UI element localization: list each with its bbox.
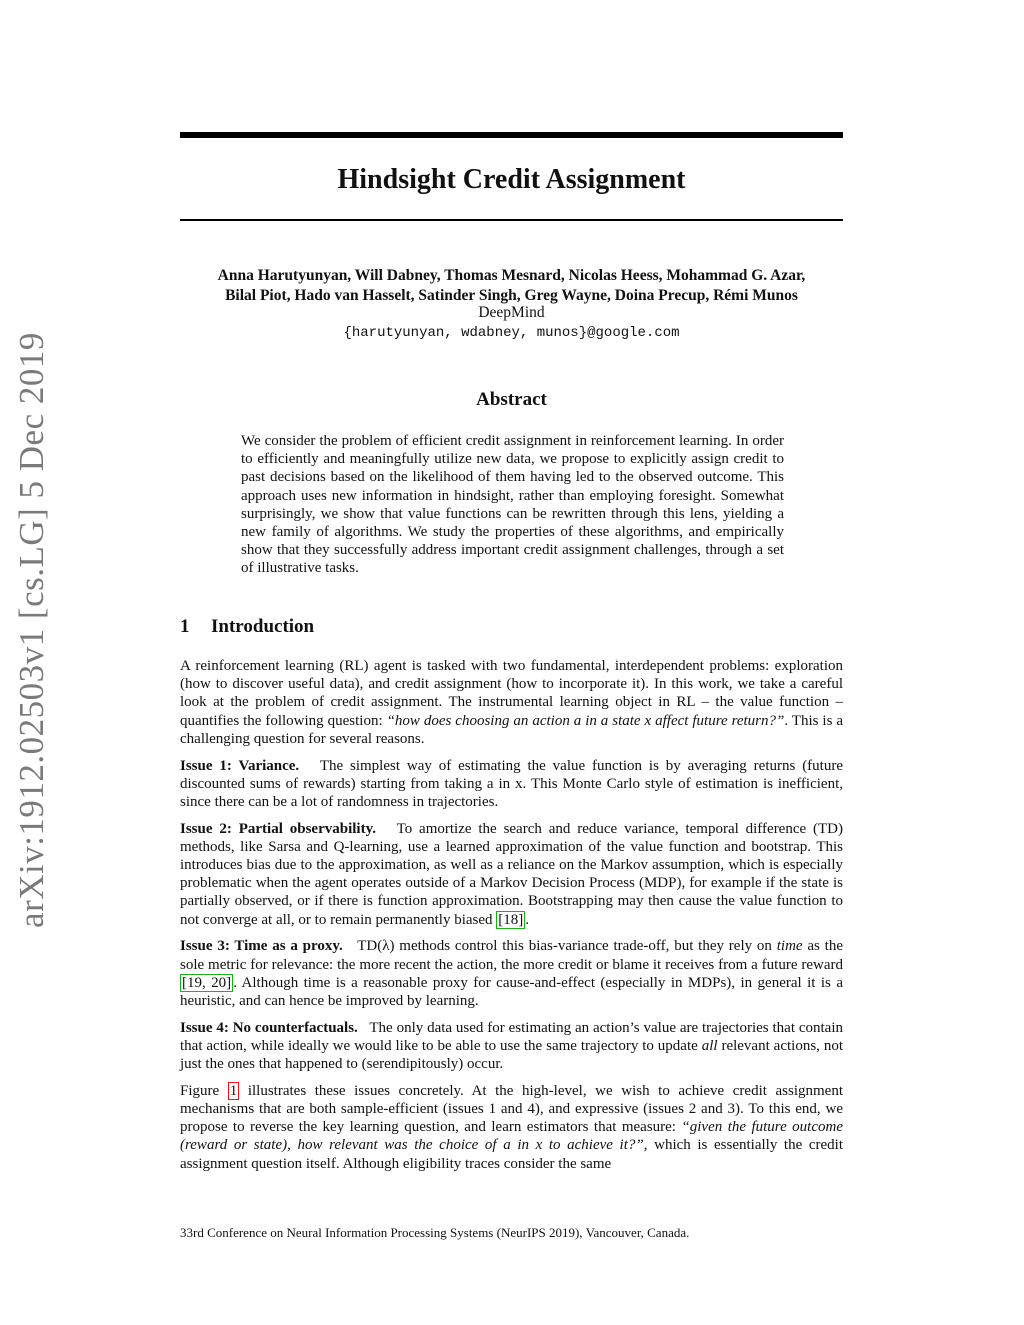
figure-question: “given the future outcome (reward or state), how relevant was the choice of a in x to achieve it?” [180, 1119, 843, 1154]
section-heading [180, 614, 314, 640]
author-line-1: Anna Harutyunyan, Will Dabney, Thomas Mesnard, Nicolas Heess, Mohammad G. Azar, [217, 267, 806, 284]
citation-link[interactable]: [18] [498, 911, 524, 928]
footnote: 33rd Conference on Neural Information Processing Systems (NeurIPS 2019), Vancouver, Canada. [180, 1225, 690, 1240]
abstract-text: We consider the problem of efficient credit assignment in reinforcement learning. In order to efficiently and meaningfully utilize new data, we propose to explicitly assign credit to past decisions based on the likelihood of them having led to the observed outcome. This approach uses new information in hindsight, rather than employing foresight. Somewhat surprisingly, we show that value functions can be rewritten through this lens, yielding a new family of algorithms. We study the properties of these algorithms, and empirically show that they successfully address important credit assignment challenges, through a set of illustrative tasks. [241, 433, 784, 577]
intro-question: “how does choosing an action a in a state x affect future return?” [386, 712, 785, 729]
title-bottom-rule [180, 219, 843, 221]
intro-text: A reinforcement learning (RL) agent is tasked with two fundamental, interdependent problems: exploration (how to discover useful data), and credit assignment (how to incorporate it). In this work, we take a careful look at the problem of credit assignment. The instrumental learning object in RL – the value function – quantifies the following question: [180, 658, 843, 729]
abstract-heading: Abstract [476, 389, 547, 410]
issue-3-heading: Issue 3: Time as a proxy. [180, 938, 343, 955]
figure-paragraph [180, 1082, 843, 1173]
figure-link[interactable]: 1 [229, 1082, 238, 1099]
intro-text-end: . This is a challenging question for several reasons. [180, 712, 844, 747]
issue-4-heading: Issue 4: No counterfactuals. [180, 1019, 358, 1036]
arxiv-stamp: arXiv:1912.02503v1 [cs.LG] 5 Dec 2019 [12, 332, 51, 928]
figure-text-b: illustrates these issues concretely. At the high-level, we wish to achieve credit assignment mechanisms that are both sample-efficient (issues 1 and 4), and expressive (issues 2 and 3). To this end, we propose to reverse the key learning question, and learn estimators that measure: [180, 1082, 843, 1136]
issue-4-emphasis: all [701, 1037, 718, 1054]
issue-4-text-b: relevant actions, not just the ones that happened to (serendipitously) occur. [180, 1037, 843, 1073]
author-line-2: Bilal Piot, Hado van Hasselt, Satinder Singh, Greg Wayne, Doina Precup, Rémi Munos [225, 287, 798, 304]
affiliation: DeepMind [478, 304, 545, 321]
issue-2-end: . [525, 911, 530, 928]
introduction-body [180, 657, 843, 1181]
citation-link[interactable]: [19, 20] [182, 974, 232, 991]
issue-2-heading: Issue 2: Partial observability. [180, 820, 376, 837]
issue-3-text-c: . Although time is a reasonable proxy for cause-and-effect (especially in MDPs), in general it is a heuristic, and can hence be improved by learning. [180, 974, 843, 1009]
paper-title: Hindsight Credit Assignment [337, 164, 686, 195]
issue-1-text: The simplest way of estimating the value function is by averaging returns (future discounted sums of rewards) starting from taking a in x. This Monte Carlo style of estimation is inefficient, since there can be a lot of randomness in trajectories. [180, 757, 843, 810]
issue-3-paragraph [180, 937, 843, 1010]
figure-text: Figure [180, 1082, 228, 1099]
issue-3-text: TD(λ) methods control this bias-variance trade-off, but they rely on [357, 938, 777, 955]
title-top-rule [180, 132, 843, 138]
section-title: Introduction [211, 616, 315, 637]
figure-text-c: , which is essentially the credit assignment question itself. Although eligibility traces consider the same [180, 1137, 844, 1172]
issue-2-text: To amortize the search and reduce variance, temporal difference (TD) methods, like Sarsa and Q-learning, use a learned approximation of the value function and bootstrap. This introduces bias due to the approximation, as well as a reliance on the Markov assumption, which is especially problematic when the agent operates outside of a Markov Decision Process (MDP), for example if the state is partially observed, or if there is function approximation. Bootstrapping may then cause the value function to not converge at all, or to remain permanently biased [180, 820, 844, 928]
issue-4-text: The only data used for estimating an action’s value are trajectories that contain that action, while ideally we would like to be able to use the same trajectory to update [180, 1019, 843, 1054]
issue-1-paragraph [180, 757, 843, 812]
intro-paragraph [180, 657, 843, 748]
issue-3-text-b: as the sole metric for relevance: the more recent the action, the more credit or blame it receives from a future reward [180, 938, 844, 973]
author-list [180, 266, 843, 306]
author-email: {harutyunyan, wdabney, munos}@google.com [343, 325, 680, 341]
section-number: 1 [180, 616, 190, 637]
issue-1-heading: Issue 1: Variance. [180, 757, 300, 774]
issue-2-paragraph [180, 820, 843, 929]
issue-3-emphasis: time [776, 938, 803, 955]
issue-4-paragraph [180, 1019, 843, 1074]
